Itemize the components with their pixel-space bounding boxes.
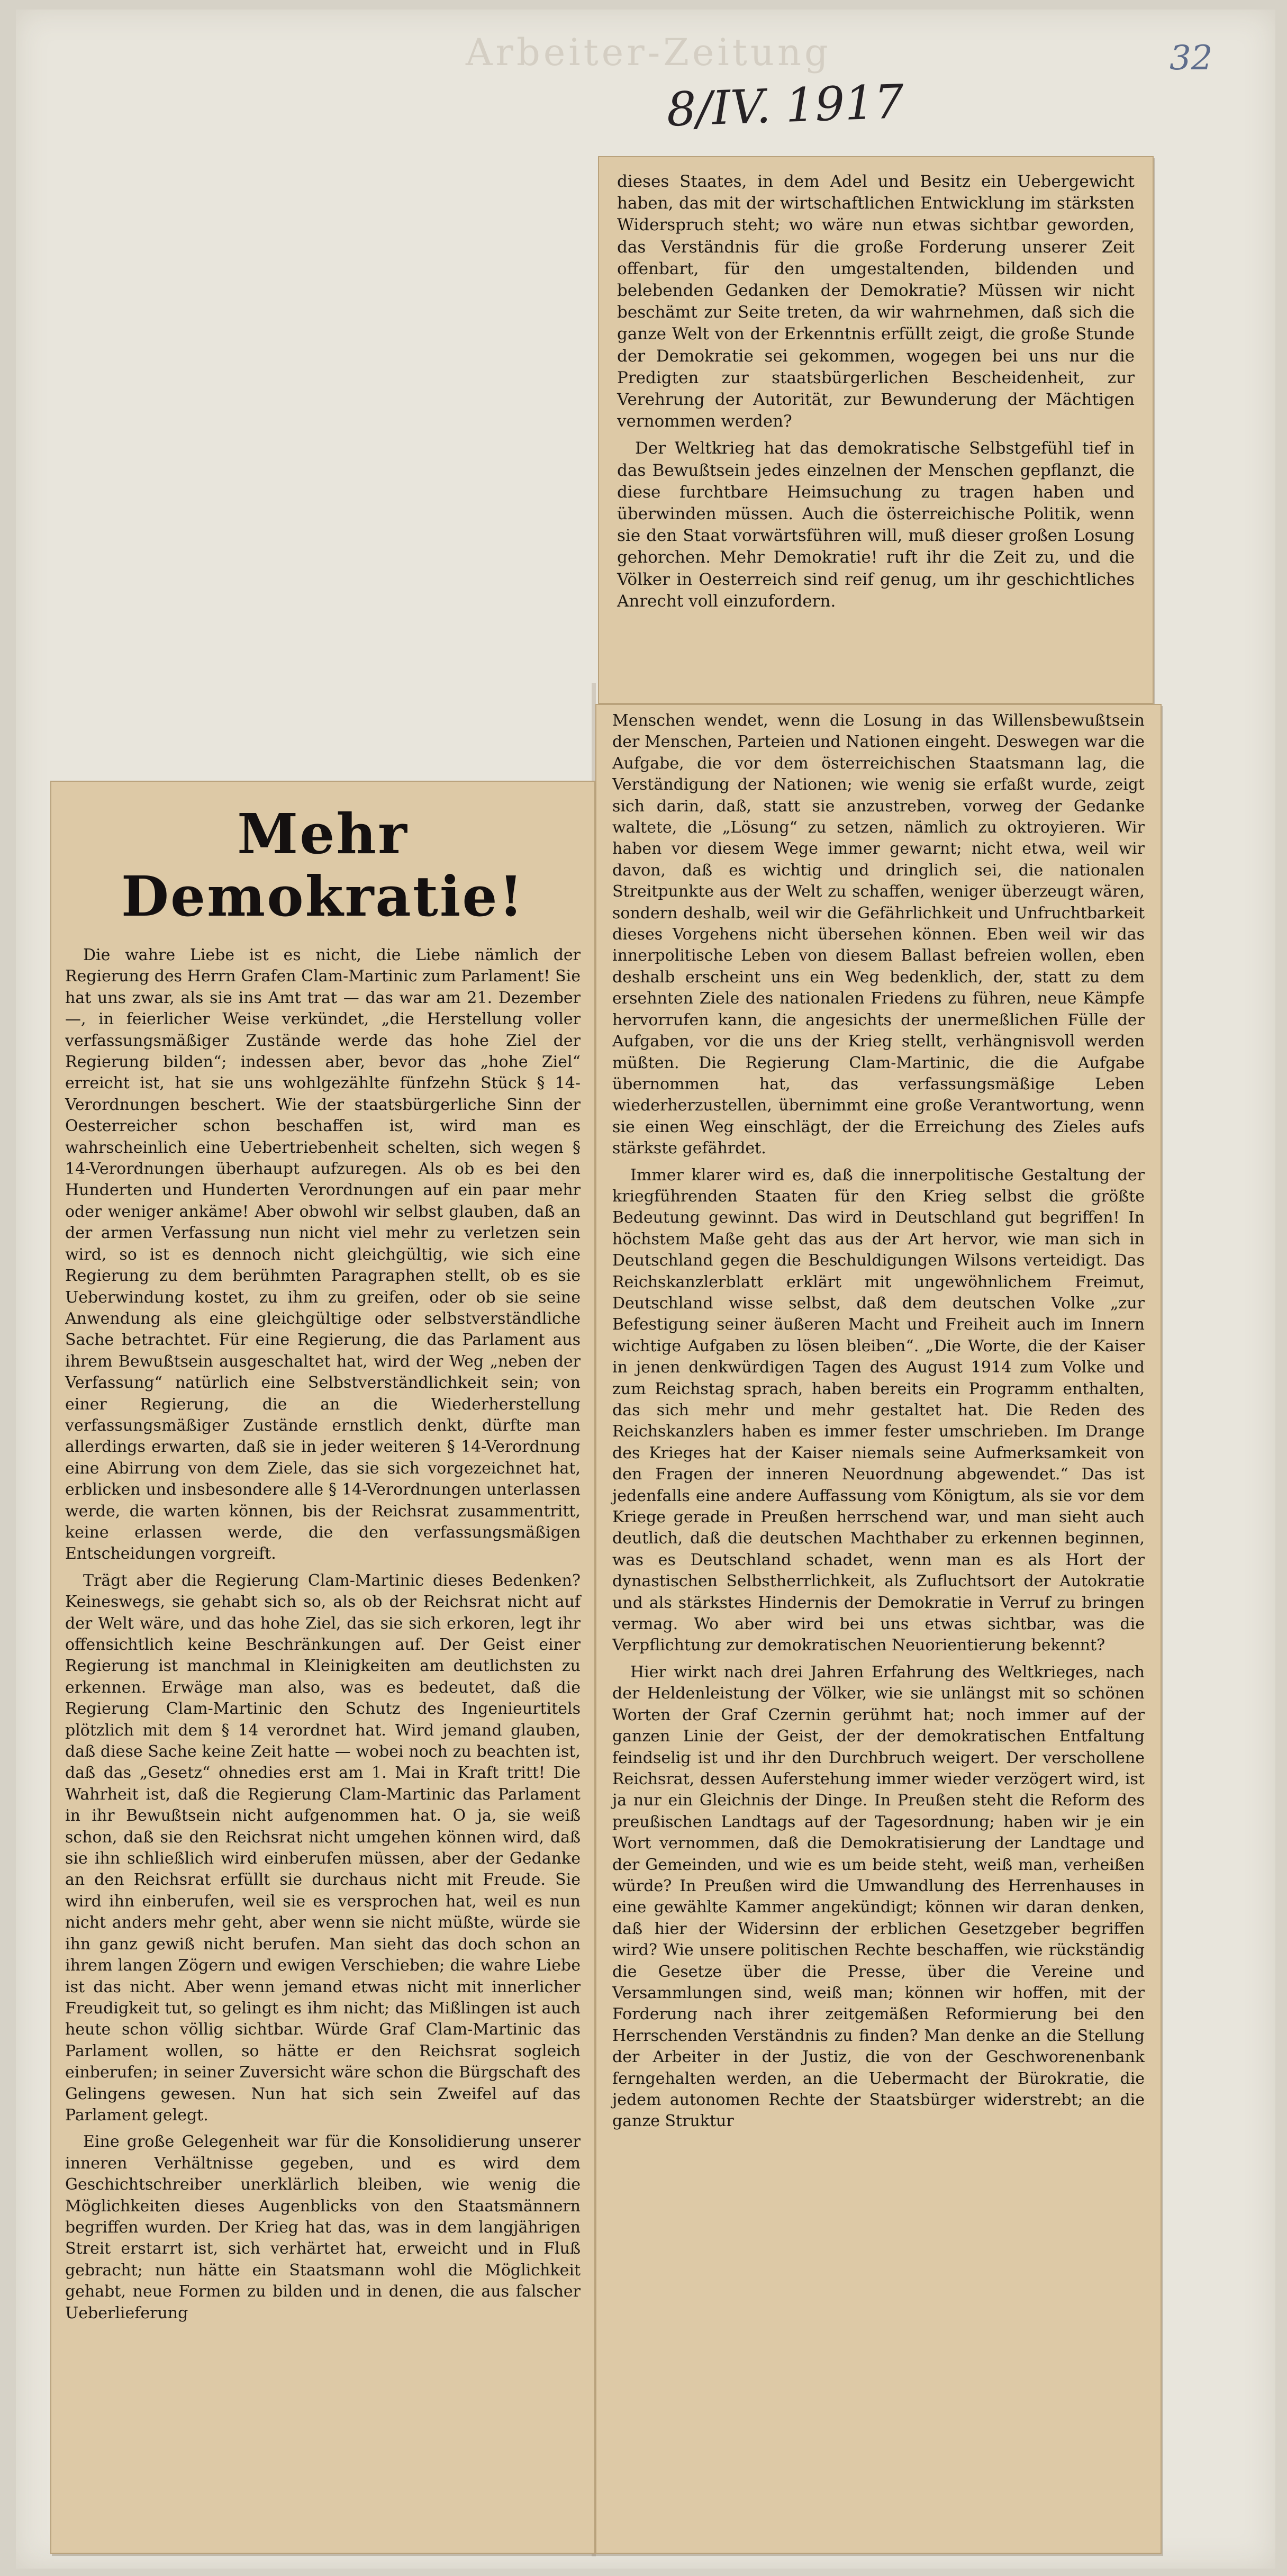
faint-newspaper-stamp: Arbeiter-Zeitung: [466, 31, 831, 74]
clipping-top-fragment: [598, 156, 1154, 704]
article-paragraph: Immer klarer wird es, daß die innerpolitische Gestaltung der kriegführenden Staaten für den Krieg selbst die größte Bedeutung gewinnt. Das wird in Deutschland gut begriffen! In höchstem Maße geht das aus der Art hervor, wie man sich in Deutschland gegen die Beschuldigungen Wilsons verteidigt. Das Reichskanzlerblatt erklärt mit ungewöhnlichem Freimut, Deutschland wisse selbst, daß dem deutschen Volke „zur Befestigung seiner äußeren Macht und Freiheit auch im Innern wichtige Aufgaben zu lösen bleiben“. „Die Worte, die der Kaiser in jenen denkwürdigen Tagen des August 1914 zum Volke und zum Reichstag sprach, haben bereits ein Programm enthalten, das sich mehr und mehr gestaltet hat. Die Reden des Reichskanzlers haben es immer fester umschrieben. Im Drange des Krieges hat der Kaiser niemals seine Aufmerksamkeit von den Fragen der inneren Neuordnung abgewendet.“ Das ist jedenfalls eine andere Auffassung vom Königtum, als sie vor dem Kriege gerade in Preußen herrschend war, und man sieht auch deutlich, daß die deutschen Machthaber zu erkennen beginnen, was es Deutschland schadet, wenn man es als Hort der dynastischen Selbstherrlichkeit, als Zufluchtsort der Autokratie und als stärkstes Hindernis der Demokratie in Verruf zu bringen vermag. Wo aber wird bei uns etwas sichtbar, was die Verpflichtung zur demokratischen Neuorientierung bekennt?: [612, 1165, 1145, 1655]
clipping-left-column: [50, 781, 595, 2554]
article-paragraph: Der Weltkrieg hat das demokratische Selbstgefühl tief in das Bewußtsein jedes einzelnen der Menschen gepflanzt, die diese furchtbare Heimsuchung zu tragen haben und überwinden müssen. Auch die österreichische Politik, wenn sie den Staat vorwärtsführen will, muß dieser großen Losung gehorchen. Mehr Demokratie! ruft ihr die Zeit zu, und die Völker in Oesterreich sind reif genug, um ihr geschichtliches Anrecht voll einzufordern.: [617, 439, 1135, 611]
article-paragraph: Trägt aber die Regierung Clam-Martinic dieses Bedenken? Keineswegs, sie gehabt sich so, als ob der Reichsrat nicht auf der Welt wäre, und das hohe Ziel, das sie sich erkoren, legt ihr offensichtlich keine Beschränkungen auf. Der Geist einer Regierung ist manchmal in Kleinigkeiten am deutlichsten zu erkennen. Erwäge man also, was es bedeutet, daß die Regierung Clam-Martinic den Schutz des Ingenieurtitels plötzlich mit dem § 14 verordnet hat. Wird jemand glauben, daß diese Sache keine Zeit hatte — wobei noch zu beachten ist, daß das „Gesetz“ ohnedies erst am 1. Mai in Kraft tritt! Die Wahrheit ist, daß die Regierung Clam-Martinic das Parlament in ihr Bewußtsein nicht aufgenommen hat. O ja, sie weiß schon, daß sie den Reichsrat nicht umgehen können wird, daß sie ihn schließlich wird einberufen müssen, aber der Gedanke an den Reichsrat erfüllt sie durchaus nicht mit Freude. Sie wird ihn einberufen, weil sie es versprochen hat, weil es nun nicht anders mehr geht, aber wenn sie nicht müßte, würde sie ihn ganz gewiß nicht berufen. Man sieht das doch schon an ihrem langen Zögern und ewigen Verschieben; die wahre Liebe ist das nicht. Aber wenn jemand etwas nicht mit innerlicher Freudigkeit tut, so gelingt es ihm nicht; das Mißlingen ist auch heute schon völlig sichtbar. Würde Graf Clam-Martinic das Parlament wollen, so hätte er den Reichsrat sogleich einberufen; in seiner Zuversicht wäre schon die Bürgschaft des Gelingens gewesen. Nun hat sich sein Zweifel auf das Parlament gelegt.: [65, 1571, 581, 2125]
article-paragraph: Die wahre Liebe ist es nicht, die Liebe nämlich der Regierung des Herrn Grafen Clam-Martinic zum Parlament! Sie hat uns zwar, als sie ins Amt trat — das war am 21. Dezember —, in feierlicher Weise verkündet, „die Herstellung voller verfassungsmäßiger Zustände werde das hohe Ziel der Regierung bilden“; indessen aber, bevor das „hohe Ziel“ erreicht ist, hat sie uns wohlgezählte fünfzehn Stück § 14-Verordnungen beschert. Wie der staatsbürgerliche Sinn der Oesterreicher schon beschaffen ist, wird man es wahrscheinlich eine Uebertriebenheit schelten, sich wegen § 14-Verordnungen überhaupt aufzuregen. Als ob es bei den Hunderten und Hunderten Verordnungen auf ein paar mehr oder weniger ankäme! Aber obwohl wir selbst glauben, daß an der armen Verfassung nun nicht viel mehr zu verletzen sein wird, so ist es dennoch nicht gleichgültig, wie sich eine Regierung zu dem berühmten Paragraphen stellt, ob es sie Ueberwindung kostet, zu ihm zu greifen, oder ob sie seine Anwendung als eine gleichgültige oder selbstverständliche Sache betrachtet. Für eine Regierung, die das Parlament aus ihrem Bewußtsein ausgeschaltet hat, wird der Weg „neben der Verfassung“ natürlich eine Selbstverständlichkeit sein; von einer Regierung, die an die Wiederherstellung verfassungsmäßiger Zustände ernstlich denkt, dürfte man allerdings erwarten, daß sie in jeder weiteren § 14-Verordnung eine Abirrung von dem Ziele, das sie sich vorgezeichnet hat, erblicken und insbesondere alle § 14-Verordnungen unterlassen werde, die warten können, bis der Reichsrat zusammentritt, keine erlassen werde, die den verfassungsmäßigen Entscheidungen vorgreift.: [65, 946, 581, 1563]
article-paragraph: dieses Staates, in dem Adel und Besitz ein Uebergewicht haben, das mit der wirtschaftlichen Entwicklung im stärksten Widerspruch steht; wo wäre nun etwas sichtbar geworden, das Verständnis für die große Forderung unserer Zeit offenbart, für den umgestaltenden, bildenden und belebenden Gedanken der Demokratie? Müssen wir nicht beschämt zur Seite treten, da wir wahrnehmen, daß sich die ganze Welt von der Erkenntnis erfüllt zeigt, die große Stunde der Demokratie sei gekommen, wogegen bei uns nur die Predigten zur staatsbürgerlichen Bescheidenheit, zur Verehrung der Autorität, zur Bewunderung der Mächtigen vernommen werden?: [617, 172, 1135, 431]
handwritten-date: 8/IV. 1917: [666, 74, 905, 137]
article-paragraph: Menschen wendet, wenn die Losung in das Willensbewußtsein der Menschen, Parteien und Nationen eingeht. Deswegen war die Aufgabe, die vor dem österreichischen Staatsmann lag, die Verständigung der Nationen; wie wenig sie erfaßt wurde, zeigt sich darin, daß, statt sie anzustreben, vorweg der Gedanke waltete, die „Lösung“ zu setzen, nämlich zu oktroyieren. Wir haben vor diesem Wege immer gewarnt; nicht etwa, weil wir davon, daß es wichtig und dringlich sei, die nationalen Streitpunkte aus der Welt zu schaffen, weniger überzeugt wären, sondern deshalb, weil wir die Gefährlichkeit und Unfruchtbarkeit dieses Vorgehens nicht übersehen können. Eben weil wir das innerpolitische Leben von diesem Ballast befreien wollen, eben deshalb erscheint uns ein Weg bedenklich, der, statt zu dem ersehnten Ziele des nationalen Friedens zu führen, neue Kämpfe hervorrufen kann, die angesichts der unermeßlichen Fülle der Aufgaben, vor die uns der Krieg stellt, verhängnisvoll werden müßten. Die Regierung Clam-Martinic, die die Aufgabe übernommen hat, das verfassungsmäßige Leben wiederherzustellen, übernimmt eine große Verantwortung, wenn sie einen Weg einschlägt, der die Erreichung des Zieles aufs stärkste gefährdet.: [612, 711, 1145, 1158]
handwritten-page-number: 32: [1170, 39, 1213, 78]
article-paragraph: Eine große Gelegenheit war für die Konsolidierung unserer inneren Verhältnisse gegeben, und es wird dem Geschichtschreiber unerklärlich bleiben, wie wenig die Möglichkeiten dieses Augenblicks von den Staatsmännern begriffen wurden. Der Krieg hat das, was in dem langjährigen Streit erstarrt ist, sich verhärtet hat, erweicht und in Fluß gebracht; nun hätte ein Staatsmann wohl die Möglichkeit gehabt, neue Formen zu bilden und in denen, die aus falscher Ueberlieferung: [65, 2132, 581, 2322]
article-paragraph: Hier wirkt nach drei Jahren Erfahrung des Weltkrieges, nach der Heldenleistung der Völker, wie sie unlängst mit so schönen Worten der Graf Czernin gerühmt hat; noch immer auf der ganzen Linie der Geist, der der demokratischen Entfaltung feindselig ist und ihr den Durchbruch weigert. Der verschollene Reichsrat, dessen Auferstehung immer wieder verzögert wird, ist ja nur ein Gleichnis der Dinge. In Preußen steht die Reform des preußischen Landtags auf der Tagesordnung; haben wir je ein Wort vernommen, daß die Demokratisierung der Landtage und der Gemeinden, und wie es um beide steht, weiß man, verheißen würde? In Preußen wird die Umwandlung des Herrenhauses in eine gewählte Kammer angekündigt; können wir daran denken, daß hier der Widersinn der erblichen Gesetzgeber begriffen wird? Wie unsere politischen Rechte beschaffen, wie rückständig die Gesetze über die Presse, über die Vereine und Versammlungen sind, weiß man; können wir hoffen, mit der Forderung nach ihrer zeitgemäßen Reformierung bei den Herrschenden Verständnis zu finden? Man denke an die Stellung der Arbeiter in der Justiz, die von der Geschworenenbank ferngehalten werden, an die Uebermacht der Bürokratie, die jedem autonomen Rechte der Staatsbürger widerstrebt; an die ganze Struktur: [612, 1662, 1145, 2131]
clipping-right-column: [595, 704, 1162, 2554]
article-headline: Mehr Demokratie!: [121, 801, 525, 929]
